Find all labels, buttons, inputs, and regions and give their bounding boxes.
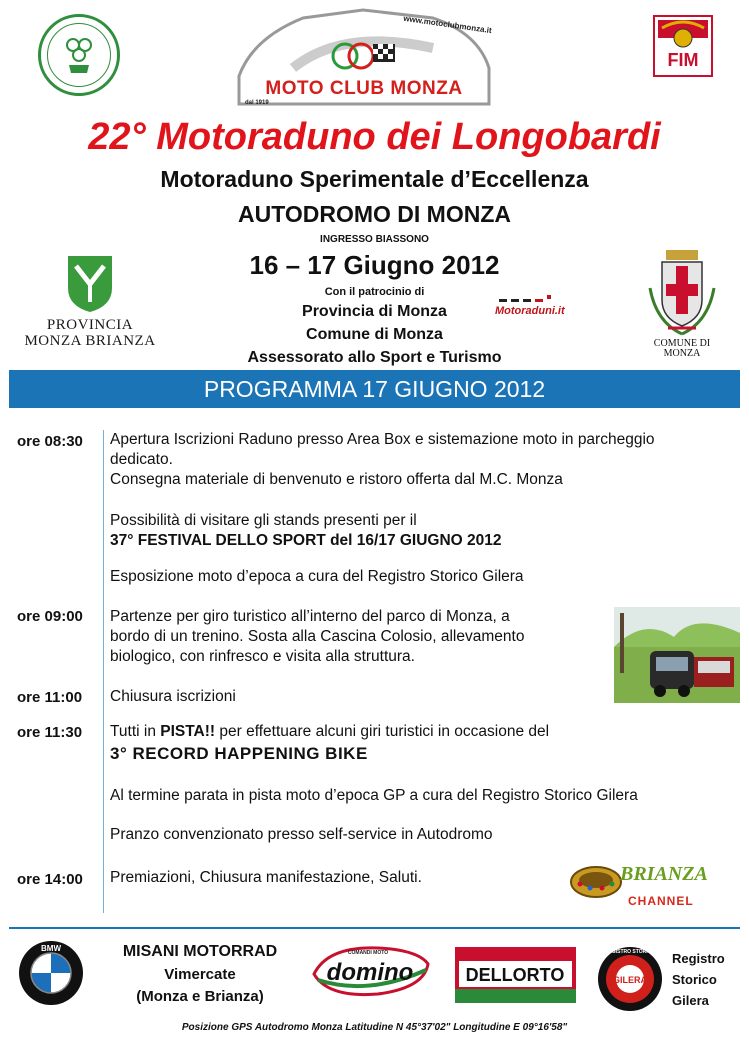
item-0830-line2: dedicato. <box>110 451 173 468</box>
provincia-label-line1: PROVINCIA <box>46 317 134 333</box>
item-0830-line3: Consegna materiale di benvenuto e ristoro offerta dal M.C. Monza <box>110 471 563 488</box>
time-0830: ore 08:30 <box>17 433 83 450</box>
comune-di-monza-logo <box>642 248 722 358</box>
uss-logo-inner <box>47 23 111 87</box>
item-1130-post: per effettuare alcuni giri turistici in occasione del <box>215 723 550 740</box>
record-happening-bike: 3° RECORD HAPPENING BIKE <box>110 744 368 763</box>
bmw-roundel-icon <box>18 940 84 1006</box>
program-banner: PROGRAMMA 17 GIUGNO 2012 <box>9 370 740 408</box>
item-0830-line4: Possibilità di visitare gli stands presenti per il <box>110 512 417 529</box>
dellorto-label: DELLORTO <box>465 965 565 985</box>
patronage-label: Con il patrocinio di <box>324 286 425 298</box>
item-0830-festival: 37° FESTIVAL DELLO SPORT del 16/17 GIUGNO 2012 <box>110 532 502 549</box>
moto-club-monza-logo <box>233 8 495 108</box>
item-1100: Chiusura iscrizioni <box>110 688 236 705</box>
pista-emphasis: PISTA!! <box>160 723 216 740</box>
gilera-roundel-icon <box>597 946 663 1012</box>
comune-coat-of-arms-icon <box>642 248 722 338</box>
subtitle-venue: AUTODROMO DI MONZA <box>237 201 511 227</box>
time-1130: ore 11:30 <box>17 724 83 741</box>
domino-badge-icon <box>308 940 433 1002</box>
club-name: MOTO CLUB MONZA <box>265 78 463 99</box>
train-photo <box>614 607 740 703</box>
item-1130-lunch: Pranzo convenzionato presso self-service in Autodromo <box>110 826 493 843</box>
provincia-shield-icon <box>20 254 160 314</box>
provincia-label-line2: MONZA BRIANZA <box>24 333 156 349</box>
footer-divider <box>9 927 740 929</box>
item-1130-line1 <box>110 722 549 742</box>
item-1130-parade: Al termine parata in pista moto d’epoca GP a cura del Registro Storico Gilera <box>110 787 638 804</box>
domino-logo <box>308 940 433 1002</box>
main-title: 22° Motoraduno dei Longobardi <box>88 116 661 158</box>
train-image-icon <box>614 607 740 703</box>
domino-label: domino <box>326 959 414 986</box>
fim-emblem-icon <box>652 14 714 78</box>
bmw-logo <box>18 940 84 1006</box>
registro-storico-gilera-logo <box>597 946 663 1012</box>
entrance-note: INGRESSO BIASSONO <box>320 234 429 245</box>
time-0900: ore 09:00 <box>17 608 83 625</box>
item-0900-line2: bordo di un trenino. Sosta alla Cascina Colosio, allevamento <box>110 628 525 645</box>
item-0830-line1: Apertura Iscrizioni Raduno presso Area Box e sistemazione moto in parcheggio <box>110 431 655 448</box>
fim-letters: FIM <box>667 50 699 70</box>
dealer-city: Vimercate <box>164 966 236 983</box>
comune-label-line1: COMUNE DI <box>653 338 711 349</box>
registro-line1: Registro <box>672 951 725 966</box>
dellorto-badge-icon <box>453 945 578 1005</box>
patron-assessorato: Assessorato allo Sport e Turismo <box>247 349 502 366</box>
dellorto-logo <box>453 945 578 1005</box>
item-1400: Premiazioni, Chiusura manifestazione, Saluti. <box>110 869 422 886</box>
brianza-channel-logo <box>570 860 715 914</box>
registro-line2: Storico <box>672 972 717 987</box>
comune-label-line2: MONZA <box>663 348 701 359</box>
item-0900-line1: Partenze per giro turistico all’interno del parco di Monza, a <box>110 608 510 625</box>
dealer-region: (Monza e Brianza) <box>136 988 264 1005</box>
registro-line3: Gilera <box>672 993 709 1008</box>
time-1400: ore 14:00 <box>17 871 83 888</box>
fim-logo <box>652 14 714 78</box>
motoraduni-logo <box>493 293 583 323</box>
registro-storico-gilera-text <box>672 948 742 1011</box>
event-dates: 16 – 17 Giugno 2012 <box>249 250 500 280</box>
channel-label: CHANNEL <box>628 894 694 908</box>
item-0900-line3: biologico, con rinfresco e visita alla struttura. <box>110 648 415 665</box>
domino-tagline: COMANDI MOTO <box>347 950 389 956</box>
patron-comune: Comune di Monza <box>306 326 443 343</box>
subtitle-excellence: Motoraduno Sperimentale d’Eccellenza <box>160 166 589 192</box>
club-url: www.motoclubmonza.it <box>402 13 493 36</box>
uss-monza-brianza-logo <box>38 14 120 96</box>
item-1130-pre: Tutti in <box>110 723 161 740</box>
motoraduni-label: Motoraduni.it <box>495 305 565 317</box>
gilera-ring-label: REGISTRO STORICO <box>604 949 656 955</box>
time-1100: ore 11:00 <box>17 689 83 706</box>
provincia-monza-brianza-logo <box>20 254 160 350</box>
gps-coordinates: Posizione GPS Autodromo Monza Latitudine N 45°37'02" Longitudine E 09°16'58" <box>181 1022 568 1033</box>
timeline-divider <box>103 430 104 913</box>
gilera-label: GILERA <box>612 975 648 985</box>
club-since: dal 1919 <box>245 100 269 106</box>
brianza-label: BRIANZA <box>620 863 708 885</box>
uss-emblem-icon <box>51 27 107 83</box>
dealer-name: MISANI MOTORRAD <box>122 943 278 960</box>
item-0830-exhibition: Esposizione moto d’epoca a cura del Registro Storico Gilera <box>110 568 524 585</box>
bmw-letters: BMW <box>41 944 61 953</box>
patron-provincia: Provincia di Monza <box>302 303 447 320</box>
